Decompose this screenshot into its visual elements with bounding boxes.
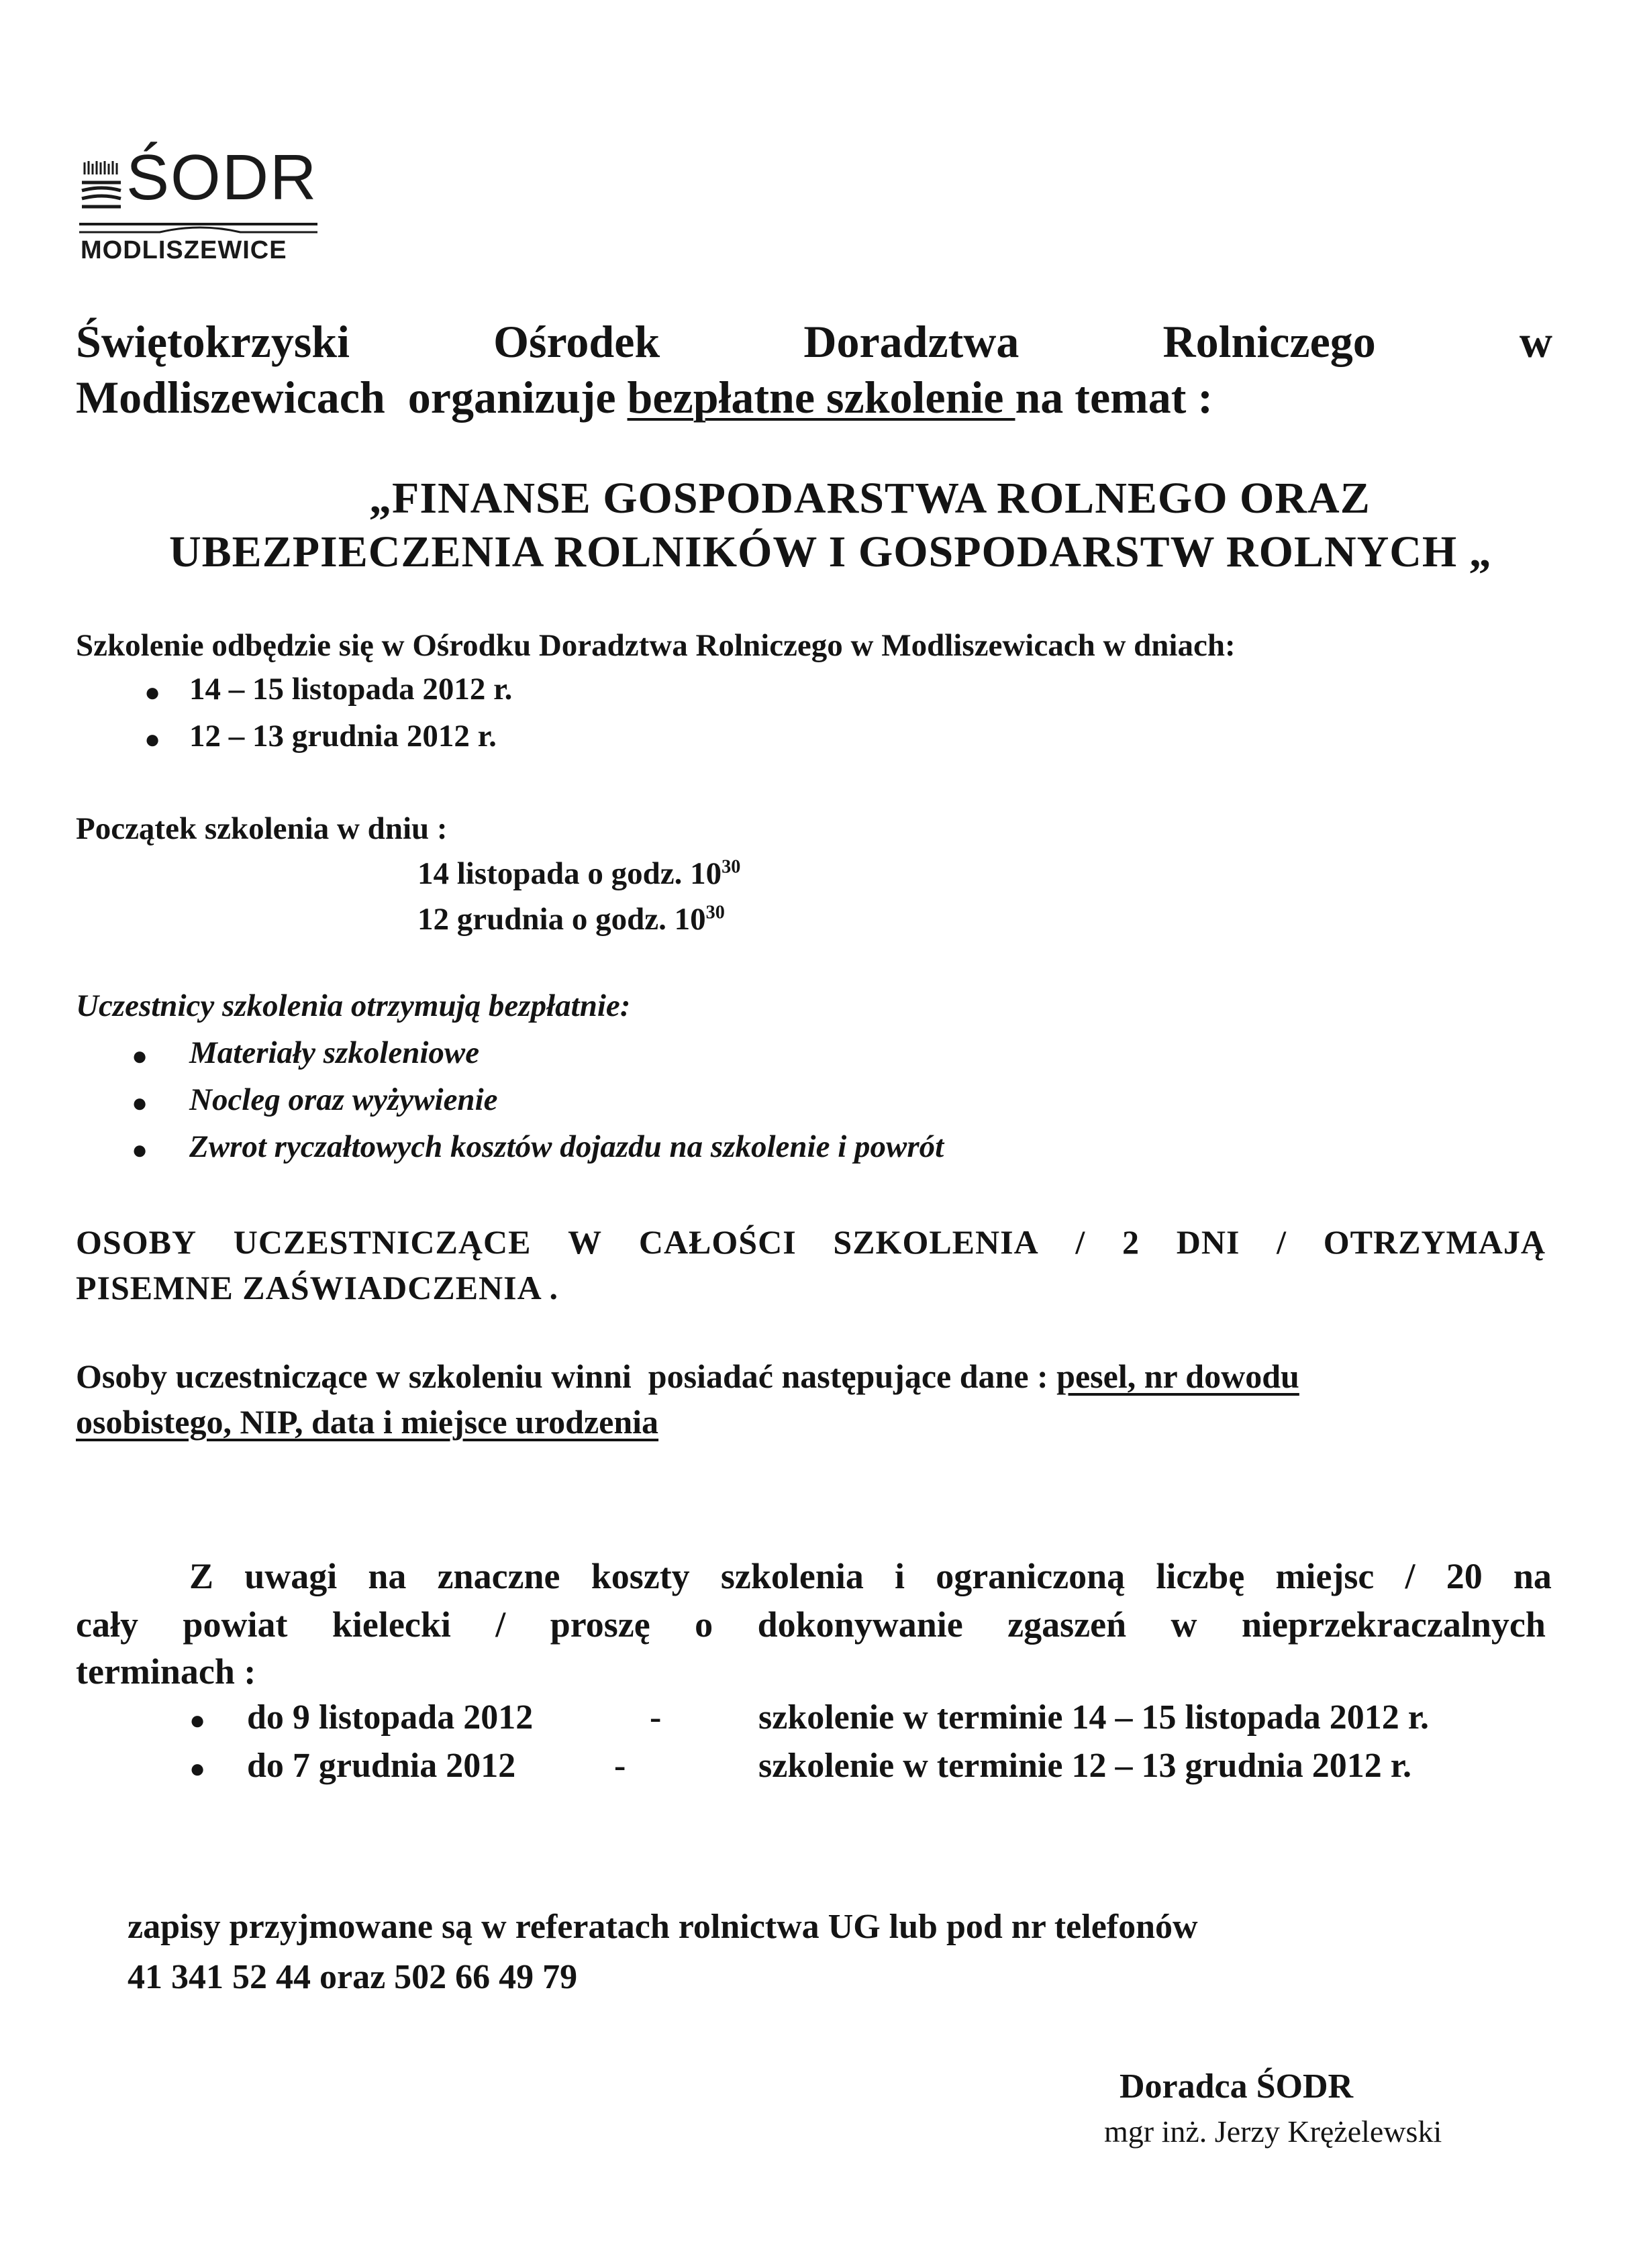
deadlines-word: nieprzekraczalnych [1241,1604,1546,1645]
deadlines-word: Z [189,1556,214,1596]
deadlines-line-2 [76,1604,1546,1645]
start-time-text: 14 listopada o godz. 10 [417,856,722,891]
certificate-word: CAŁOŚCI [638,1223,797,1261]
intro-word: Ośrodek [493,316,660,367]
deadlines-word: ograniczoną [936,1556,1126,1596]
signature-name: mgr inż. Jerzy Krężelewski [1104,2114,1442,2149]
benefits-label: Uczestnicy szkolenia otrzymują bezpłatnie: [76,988,631,1023]
deadlines-word: proszę [550,1604,650,1645]
logo-wave-line [79,220,317,238]
deadlines-word: na [1513,1556,1552,1596]
deadlines-word: na [368,1556,407,1596]
intro-word: Doradztwa [803,316,1020,367]
start-time [417,856,740,892]
deadlines-word: / [495,1604,506,1645]
intro-free-training: bezpłatne szkolenie [627,372,1015,423]
deadlines-word: cały [76,1604,138,1645]
intro-word: w [1519,316,1552,367]
deadlines-word: uwagi [244,1556,338,1596]
certificate-word: SZKOLENIA [833,1223,1039,1261]
start-time-minutes: 30 [722,856,741,878]
benefit-item: Zwrot ryczałtowych kosztów dojazdu na szkolenie i powrót [189,1129,944,1164]
deadlines-word: liczbę [1156,1556,1245,1596]
start-time [417,901,725,937]
certificate-line-1 [76,1223,1546,1261]
deadlines-word: powiat [183,1604,288,1645]
deadlines-word: o [695,1604,713,1645]
certificate-word: OSOBY [76,1223,197,1261]
requirements-data-1: pesel, nr dowodu [1056,1357,1299,1395]
logo-name: ŚODR [126,142,318,213]
start-time-text: 12 grudnia o godz. 10 [417,902,706,937]
intro-line-2 [76,368,1213,427]
deadlines-word: zgaszeń [1007,1604,1127,1645]
bullet-icon: ● [132,1088,148,1118]
sodr-logo [79,141,321,268]
certificate-word: 2 [1122,1223,1140,1261]
deadline-dash: - [614,1747,626,1785]
deadlines-word: i [895,1556,905,1596]
deadline-term: szkolenie w terminie 12 – 13 grudnia 2012 r. [758,1747,1412,1785]
requirements-text: Osoby uczestniczące w szkoleniu winni posiadać następujące dane : [76,1357,1057,1395]
deadlines-word: szkolenia [720,1556,864,1596]
benefit-item: Materiały szkoleniowe [189,1035,480,1070]
deadlines-word: 20 [1446,1556,1483,1596]
logo-town: MODLISZEWICE [81,236,287,264]
contact-line-1: zapisy przyjmowane są w referatach rolnictwa UG lub pod nr telefonów [128,1908,1198,1946]
deadline-date: do 9 listopada 2012 [247,1698,534,1737]
deadline-dash: - [650,1698,662,1737]
certificate-word: / [1075,1223,1086,1261]
intro-topic: na temat : [1015,372,1213,423]
certificate-word: W [568,1223,603,1261]
deadlines-word: w [1171,1604,1197,1645]
certificate-word: / [1277,1223,1287,1261]
deadlines-word: miejsc [1275,1556,1375,1596]
date-item: 14 – 15 listopada 2012 r. [189,672,513,707]
start-label: Początek szkolenia w dniu : [76,811,448,846]
signature-role: Doradca ŚODR [1120,2067,1354,2106]
certificate-word: UCZESTNICZĄCE [233,1223,532,1261]
deadlines-word: znaczne [437,1556,560,1596]
certificate-line-2: PISEMNE ZAŚWIADCZENIA . [76,1269,558,1306]
logo-emblem-icon [79,161,126,215]
venue-text: Szkolenie odbędzie się w Ośrodku Doradztwa Rolniczego w Modliszewicach w dniach: [76,628,1236,663]
intro-line-1 [76,315,1552,368]
intro-word: Rolniczego [1162,316,1376,367]
requirements-line-1 [76,1357,1299,1396]
bullet-icon: ● [189,1705,206,1735]
deadline-date: do 7 grudnia 2012 [247,1747,516,1785]
deadlines-word: kielecki [332,1604,451,1645]
training-title-line-2: UBEZPIECZENIA ROLNIKÓW I GOSPODARSTW ROLNYCH „ [169,527,1492,576]
certificate-word: DNI [1176,1223,1240,1261]
certificate-word: OTRZYMAJĄ [1323,1223,1546,1261]
deadlines-line-3: terminach : [76,1651,256,1692]
bullet-icon: ● [189,1753,206,1784]
benefit-item: Nocleg oraz wyżywienie [189,1082,498,1117]
date-item: 12 – 13 grudnia 2012 r. [189,719,497,754]
contact-phones: 41 341 52 44 oraz 502 66 49 79 [128,1958,578,1996]
deadlines-word: koszty [591,1556,690,1596]
intro-text: Modliszewicach organizuje [76,372,628,423]
bullet-icon: ● [132,1135,148,1165]
bullet-icon: ● [144,677,161,707]
deadline-term: szkolenie w terminie 14 – 15 listopada 2012 r. [758,1698,1430,1737]
deadlines-word: / [1405,1556,1416,1596]
bullet-icon: ● [132,1041,148,1071]
bullet-icon: ● [144,724,161,754]
deadlines-word: dokonywanie [757,1604,963,1645]
training-title-line-1: „FINANSE GOSPODARSTWA ROLNEGO ORAZ [369,474,1371,523]
deadlines-line-1 [189,1555,1552,1597]
start-time-minutes: 30 [705,902,725,923]
intro-word: Świętokrzyski [76,316,350,367]
requirements-line-2: osobistego, NIP, data i miejsce urodzenia [76,1403,659,1441]
